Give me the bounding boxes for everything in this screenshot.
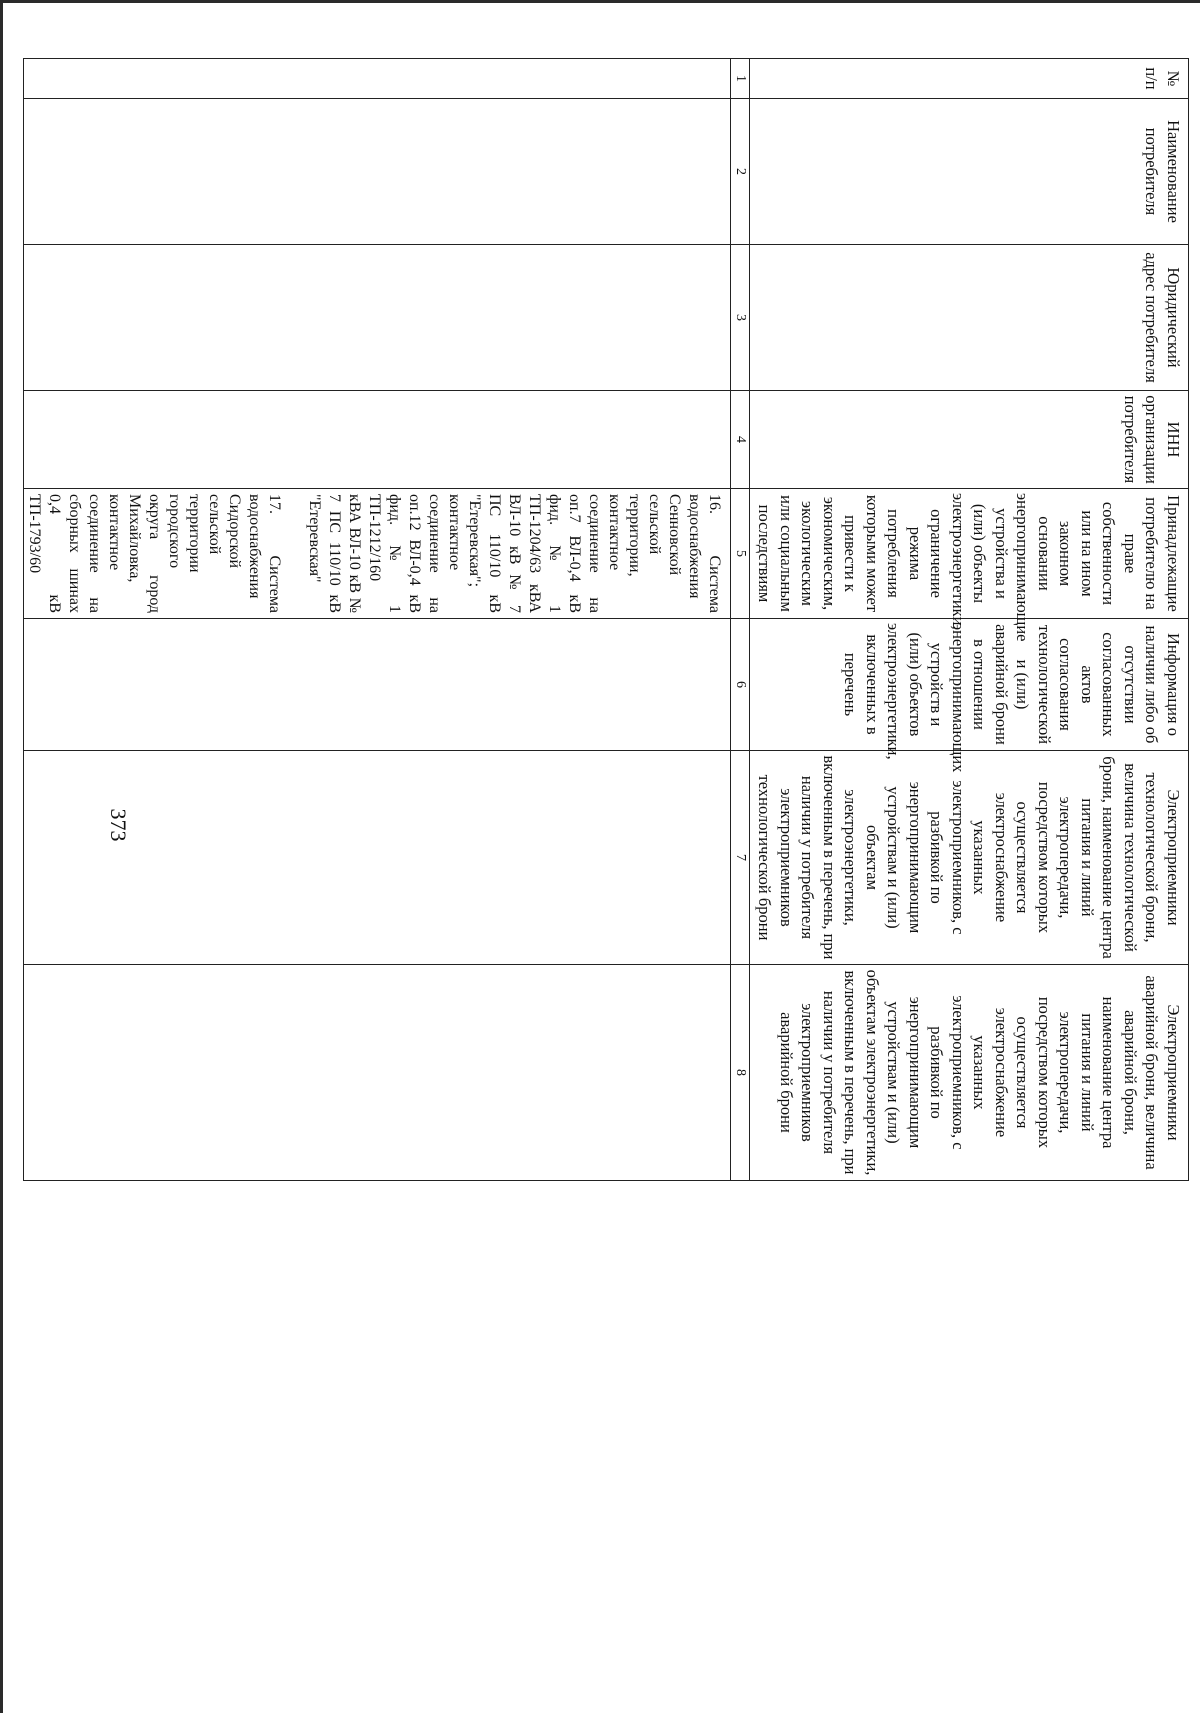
header-acts-info: Информация о наличии либо об отсутствии согласованных актов согласования технологической и (или) аварийной брони в отношении энергопринимающих устройств и (или) объектов электроэнергетики, включенных в перечень	[750, 619, 1189, 751]
data-cell-acts-info	[24, 619, 731, 751]
column-number: 5	[731, 489, 750, 619]
page-number: 373	[106, 808, 131, 842]
scan-edge-top	[0, 0, 1200, 3]
column-number: 6	[731, 619, 750, 751]
data-cell-consumer-name	[24, 99, 731, 245]
column-number: 7	[731, 751, 750, 965]
data-cell-legal-address	[24, 245, 731, 391]
header-technological-reserve: Электроприемники технологической брони, величина технологической брони, наименование центра питания и линий электропередачи, посредством которых осуществляется электроснабжение указанных электроприемников, с разбивкой по энергопринимающим устройствам и (или) объектам электроэнергетики, включенным в перечень, при наличии у потребителя электроприемников технологической брони	[750, 751, 1189, 965]
header-inn: ИНН организации потребителя	[750, 391, 1189, 489]
device-entry-16: 16. Система водоснабжения Сенновской сельской территории, контактное соединение на оп.7 ВЛ-0,4 кВ фид.№ 1 ТП-1204/63 кВА ВЛ-10 кВ № 7 ПС 110/10 кВ "Етеревская"; контактное соединение на оп.12 ВЛ-0,4 кВ фид.№ 1 ТП-1212/160 кВА ВЛ-10 кВ № 7 ПС 110/10 кВ "Етеревская"	[306, 494, 723, 613]
column-number: 4	[731, 391, 750, 489]
consumer-table	[23, 58, 1189, 1181]
header-index: № п/п	[750, 59, 1189, 99]
column-number: 1	[731, 59, 750, 99]
column-number: 8	[731, 965, 750, 1181]
data-row	[24, 59, 731, 1181]
device-entry-17: 17. Система водоснабжения Сидорской сельской территории городского округа город Михайловка, контактное соединение на сборных шинах 0,4 кВ ТП-1793/60	[26, 494, 283, 613]
data-cell-inn	[24, 391, 731, 489]
column-number-row	[731, 59, 750, 1181]
data-cell-emergency-reserve	[24, 965, 731, 1181]
rotated-table-container	[26, 58, 1189, 1180]
header-legal-address: Юридический адрес потребителя	[750, 245, 1189, 391]
column-number: 2	[731, 99, 750, 245]
data-cell-index	[24, 59, 731, 99]
data-cell-devices	[24, 489, 731, 619]
header-devices: Принадлежащие потребителю на праве собственности или на ином законном основании энергопринимающие устройства и (или) объекты электроэнергетики, ограничение режима потребления которыми может привести к экономическим, экологическим или социальным последствиям	[750, 489, 1189, 619]
scan-edge-left	[0, 0, 3, 1713]
data-cell-technological-reserve	[24, 751, 731, 965]
header-emergency-reserve: Электроприемники аварийной брони, величина аварийной брони, наименование центра питания и линий электропередачи, посредством которых осуществляется электроснабжение указанных электроприемников, с разбивкой по энергопринимающим устройствам и (или) объектам электроэнергетики, включенным в перечень, при наличии у потребителя электроприемников аварийной брони	[750, 965, 1189, 1181]
header-row	[750, 59, 1189, 1181]
header-consumer-name: Наименование потребителя	[750, 99, 1189, 245]
column-number: 3	[731, 245, 750, 391]
